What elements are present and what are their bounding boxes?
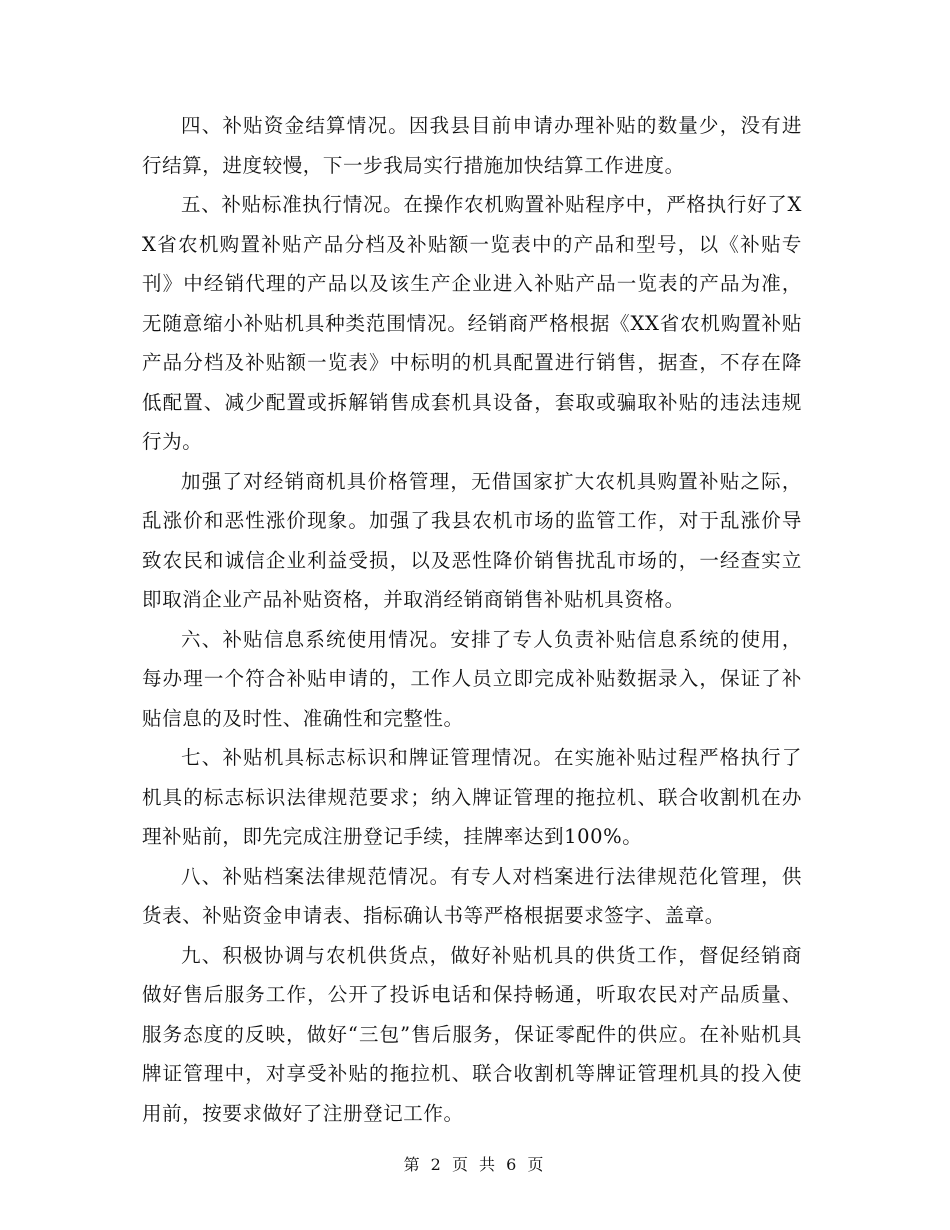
paragraph-machine-labels: 七、补贴机具标志标识和牌证管理情况。在实施补贴过程严格执行了机具的标志标识法律规范要求；纳入牌证管理的拖拉机、联合收割机在办理补贴前，即先完成注册登记手续，挂牌率达到100%。 bbox=[142, 746, 802, 848]
paragraph-archive-management: 八、补贴档案法律规范情况。有专人对档案进行法律规范化管理，供货表、补贴资金申请表、指标确认书等严格根据要求签字、盖章。 bbox=[142, 864, 802, 927]
paragraph-info-system: 六、补贴信息系统使用情况。安排了专人负责补贴信息系统的使用，每办理一个符合补贴申请的，工作人员立即完成补贴数据录入，保证了补贴信息的及时性、准确性和完整性。 bbox=[142, 627, 802, 730]
document-body bbox=[142, 106, 802, 1133]
paragraph-subsidy-standard: 五、补贴标准执行情况。在操作农机购置补贴程序中，严格执行好了XX省农机购置补贴产品分档及补贴额一览表中的产品和型号，以《补贴专刊》中经销代理的产品以及该生产企业进入补贴产品一览表的产品为准，无随意缩小补贴机具种类范围情况。经销商严格根据《XX省农机购置补贴产品分档及补贴额一览表》中标明的机具配置进行销售，据查，不存在降低配置、减少配置或拆解销售成套机具设备，套取或骗取补贴的违法违规行为。 bbox=[142, 193, 802, 453]
paragraph-subsidy-settlement: 四、补贴资金结算情况。因我县目前申请办理补贴的数量少，没有进行结算，进度较慢，下一步我局实行措施加快结算工作进度。 bbox=[142, 114, 802, 177]
page-number-footer: 第 2 页 共 6 页 bbox=[403, 1155, 547, 1174]
paragraph-supply-coordination: 九、积极协调与农机供货点，做好补贴机具的供货工作，督促经销商做好售后服务工作，公开了投诉电话和保持畅通，听取农民对产品质量、服务态度的反映，做好“三包”售后服务，保证零配件的供应。在补贴机具牌证管理中，对享受补贴的拖拉机、联合收割机等牌证管理机具的投入使用前，按要求做好了注册登记工作。 bbox=[142, 943, 802, 1125]
paragraph-price-management: 加强了对经销商机具价格管理，无借国家扩大农机具购置补贴之际，乱涨价和恶性涨价现象。加强了我县农机市场的监管工作，对于乱涨价导致农民和诚信企业利益受损，以及恶性降价销售扰乱市场的，一经查实立即取消企业产品补贴资格，并取消经销商销售补贴机具资格。 bbox=[142, 469, 802, 611]
